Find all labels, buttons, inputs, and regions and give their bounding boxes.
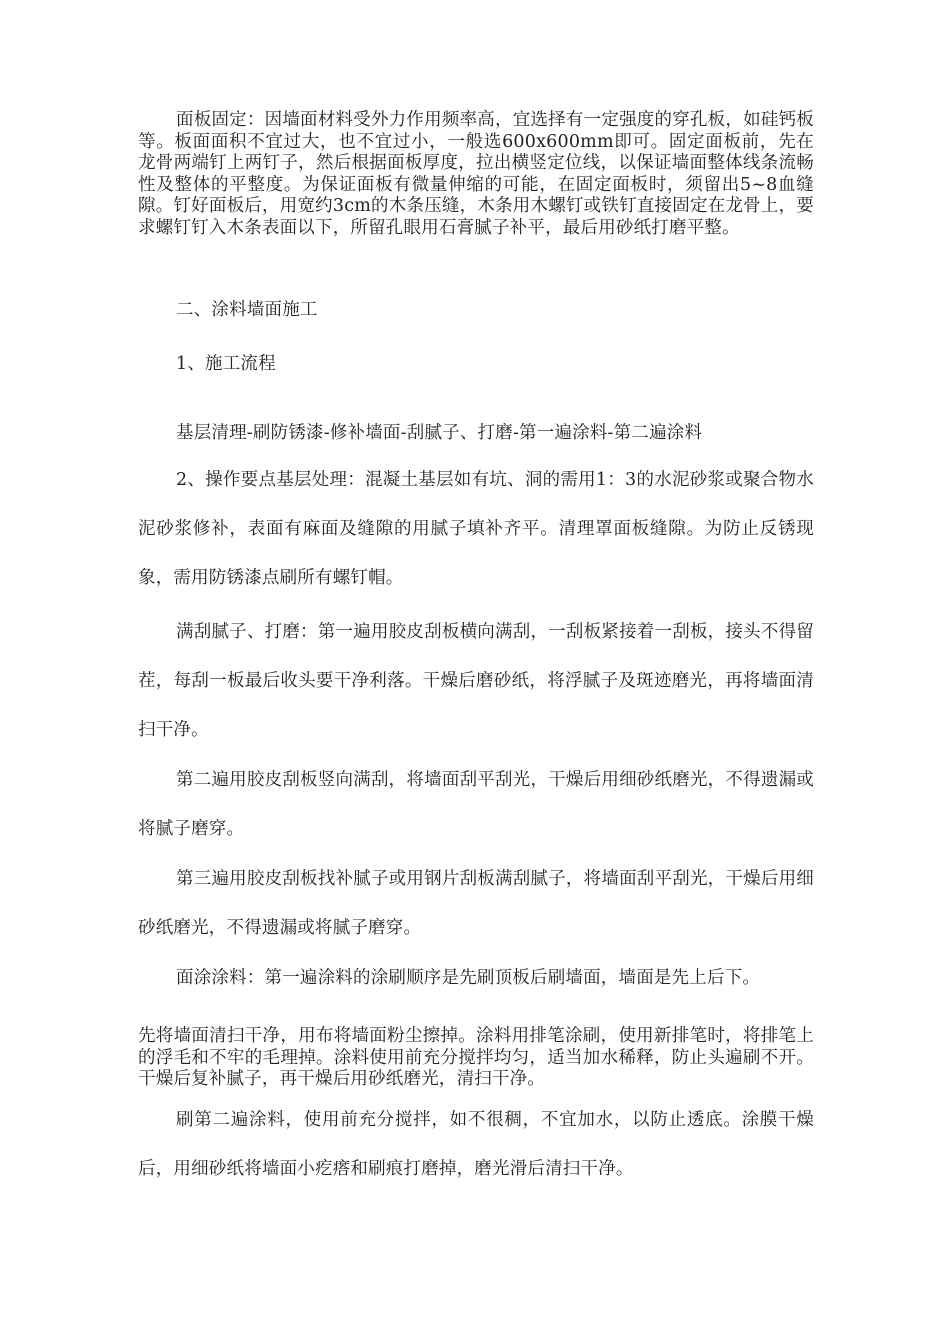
paragraph-top-coating: 面涂涂料：第一遍涂料的涂刷顺序是先刷顶板后刷墙面，墙面是先上后下。: [176, 968, 761, 988]
paragraph-putty-sanding: 满刮腻子、打磨：第一遍用胶皮刮板横向满刮，一刮板紧接着一刮板，接头不得留茬，每刮一板最后收头要干净利落。干燥后磨砂纸，将浮腻子及斑迹磨光，再将墙面清扫干净。: [138, 622, 814, 740]
paragraph-third-putty: 第三遍用胶皮刮板找补腻子或用钢片刮板满刮腻子，将墙面刮平刮光，干燥后用细砂纸磨光，不得遗漏或将腻子磨穿。: [138, 869, 814, 938]
paragraph-second-coat: 刷第二遍涂料，使用前充分搅拌，如不很稠，不宜加水，以防止透底。涂膜干燥后，用细砂纸将墙面小疙瘩和刷痕打磨掉，磨光滑后清扫干净。: [138, 1110, 814, 1179]
paragraph-second-putty: 第二遍用胶皮刮板竖向满刮，将墙面刮平刮光，干燥后用细砂纸磨光，不得遗漏或将腻子磨穿。: [138, 770, 814, 839]
paragraph-base-treatment: 2、操作要点基层处理：混凝土基层如有坑、洞的需用1：3的水泥砂浆或聚合物水泥砂浆修补，表面有麻面及缝隙的用腻子填补齐平。清理罩面板缝隙。为防止反锈现象，需用防锈漆点刷所有螺钉帽。: [138, 470, 814, 588]
paragraph-first-coat: 先将墙面清扫干净，用布将墙面粉尘擦掉。涂料用排笔涂刷，使用新排笔时，将排笔上的浮毛和不牢的毛理掉。涂料使用前充分搅拌均匀，适当加水稀释，防止头遍刷不开。干燥后复补腻子，再干燥后用砂纸磨光，清扫干净。: [138, 1026, 814, 1089]
paragraph-panel-fixing: 面板固定：因墙面材料受外力作用频率高，宜选择有一定强度的穿孔板，如硅钙板等。板面面积不宜过大，也不宜过小，一般选600x600mm即可。固定面板前，先在龙骨两端钉上两钉子，然后根据面板厚度，拉出横竖定位线，以保证墙面整体线条流畅性及整体的平整度。为保证面板有微量伸缩的可能，在固定面板时，须留出5~8血缝隙。钉好面板后，用宽约3cm的木条压缝，木条用木螺钉或铁钉直接固定在龙骨上，要求螺钉钉入木条表面以下，所留孔眼用石膏腻子补平，最后用砂纸打磨平整。: [138, 110, 814, 238]
paragraph-process-flow: 基层清理-刷防锈漆-修补墙面-刮腻子、打磨-第一遍涂料-第二遍涂料: [176, 423, 703, 443]
subheading-construction-process: 1、施工流程: [176, 354, 276, 374]
section-heading-coating-wall: 二、涂料墙面施工: [176, 300, 318, 320]
